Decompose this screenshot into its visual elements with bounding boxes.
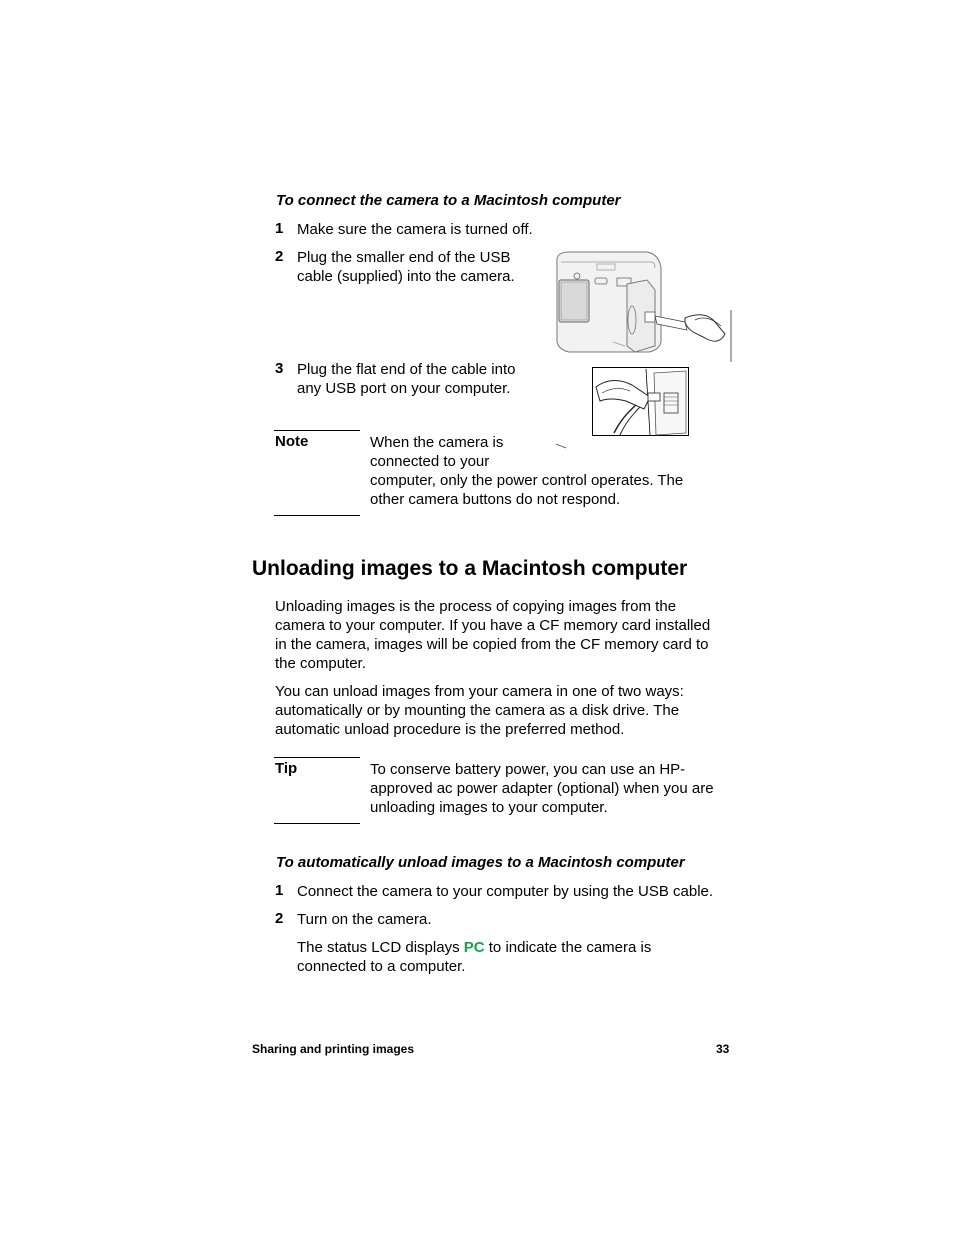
step-number: 2 <box>275 910 284 927</box>
note-line: other camera buttons do not respond. <box>370 491 621 508</box>
note-top-rule <box>274 430 360 431</box>
camera-usb-illustration <box>555 250 733 368</box>
status-text-post: to indicate the camera is <box>484 939 652 956</box>
tip-bottom-rule <box>274 823 360 824</box>
step-text: Connect the camera to your computer by using the USB cable. <box>297 883 714 900</box>
note-line: connected to your <box>370 453 490 470</box>
step-number: 2 <box>275 248 284 265</box>
paragraph-line: camera to your computer. If you have a CF memory card installed <box>275 617 711 634</box>
status-pc-indicator: PC <box>463 939 485 956</box>
tip-text <box>370 760 714 817</box>
paragraph-line: automatically or by mounting the camera as a disk drive. The <box>275 702 680 719</box>
paragraph-line: in the camera, images will be copied from the CF memory card to <box>275 636 709 653</box>
step-line: any USB port on your computer. <box>297 380 511 397</box>
paragraph-unload-methods <box>275 682 735 739</box>
tip-top-rule <box>274 757 360 758</box>
status-line: connected to a computer. <box>297 958 466 975</box>
paragraph-unloading-intro <box>275 597 735 673</box>
procedure-heading-auto-unload: To automatically unload images to a Macintosh computer <box>276 854 685 871</box>
footer-section-title: Sharing and printing images <box>252 1042 415 1056</box>
tip-line: approved ac power adapter (optional) when you are <box>370 780 714 797</box>
footer-page-number: 33 <box>716 1042 730 1056</box>
step-text <box>297 360 516 398</box>
tip-label: Tip <box>275 760 298 777</box>
paragraph-line: You can unload images from your camera in one of two ways: <box>275 683 684 700</box>
step-line: Plug the smaller end of the USB <box>297 249 511 266</box>
tip-line: unloading images to your computer. <box>370 799 608 816</box>
note-line: computer, only the power control operates. The <box>370 472 684 489</box>
step-text <box>297 248 515 286</box>
status-lcd-explanation <box>297 938 651 976</box>
step-text: Make sure the camera is turned off. <box>297 221 533 238</box>
step-number: 1 <box>275 220 284 237</box>
step-line: cable (supplied) into the camera. <box>297 268 515 285</box>
step-number: 1 <box>275 882 284 899</box>
note-bottom-rule <box>274 515 360 516</box>
computer-usb-port-illustration <box>592 367 690 437</box>
note-label: Note <box>275 433 309 450</box>
paragraph-line: the computer. <box>275 655 366 672</box>
status-line <box>297 938 651 957</box>
section-title: Unloading images to a Macintosh computer <box>252 557 688 580</box>
step-line: Plug the flat end of the cable into <box>297 361 516 378</box>
procedure-heading-connect: To connect the camera to a Macintosh computer <box>276 192 621 209</box>
tip-line: To conserve battery power, you can use an HP- <box>370 761 686 778</box>
note-text <box>370 433 683 509</box>
note-line: When the camera is <box>370 434 504 451</box>
paragraph-line: Unloading images is the process of copying images from the <box>275 598 677 615</box>
status-text-pre: The status LCD displays <box>297 939 464 956</box>
step-number: 3 <box>275 360 284 377</box>
paragraph-line: automatic unload procedure is the preferred method. <box>275 721 625 738</box>
step-text: Turn on the camera. <box>297 911 432 928</box>
